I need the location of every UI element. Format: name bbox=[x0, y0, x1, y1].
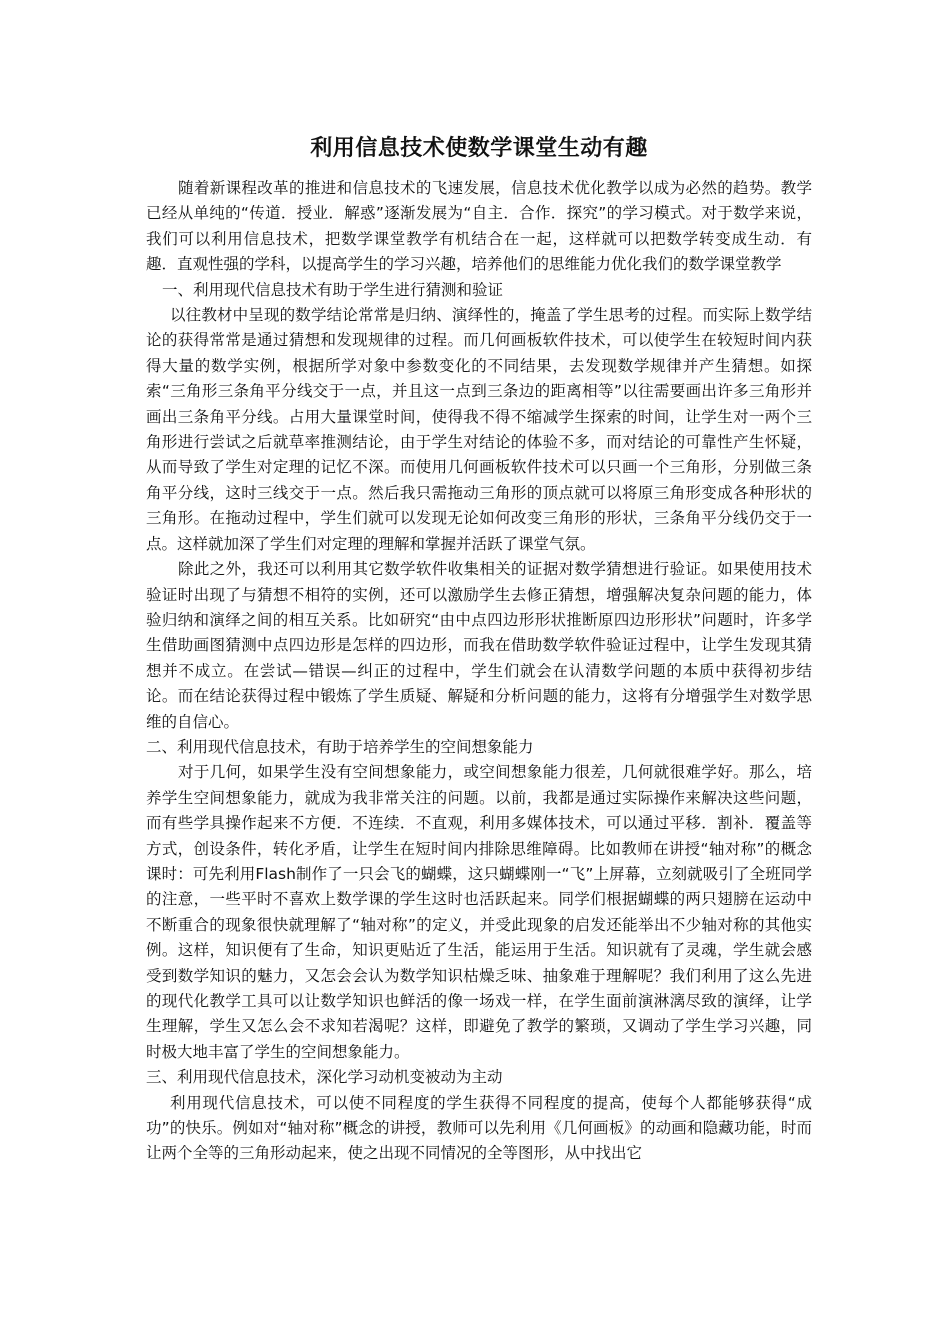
paragraph-section2: 对于几何，如果学生没有空间想象能力，或空间想象能力很差，几何就很难学好。那么，培养学生空间想象能力，就成为我非常关注的问题。以前，我都是通过实际操作来解决这些问题，而有些学具操作起来不方便．不连续．不直观，利用多媒体技术，可以通过平移．割补．覆盖等方式，创设条件，转化矛盾，让学生在短时间内排除思维障碍。比如教师在讲授“轴对称”的概念课时：可先利用Flash制作了一只会飞的蝴蝶，这只蝴蝶刚一“飞”上屏幕，立刻就吸引了全班同学的注意，一些平时不喜欢上数学课的学生这时也活跃起来。同学们根据蝴蝶的两只翅膀在运动中不断重合的现象很快就理解了“轴对称”的定义，并受此现象的启发还能举出不少轴对称的其他实例。这样，知识便有了生命，知识更贴近了生活，能运用于生活。知识就有了灵魂，学生就会感受到数学知识的魅力，又怎会会认为数学知识枯燥乏味、抽象难于理解呢？我们利用了这么先进的现代化教学工具可以让数学知识也鲜活的像一场戏一样，在学生面前演淋漓尽致的演绎，让学生理解，学生又怎么会不求知若渴呢？这样，即避免了教学的繁琐，又调动了学生学习兴趣，同时极大地丰富了学生的空间想象能力。 bbox=[146, 763, 812, 1061]
section-heading-2: 二、利用现代信息技术，有助于培养学生的空间想象能力 bbox=[146, 737, 534, 756]
paragraph-section1-a: 以往教材中呈现的数学结论常常是归纳、演绎性的，掩盖了学生思考的过程。而实际上数学结论的获得常常是通过猜想和发现规律的过程。而几何画板软件技术，可以使学生在较短时间内获得大量的数学实例，根据所学对象中参数变化的不同结果，去发现数学规律并产生猜想。如探索“三角形三条角平分线交于一点，并且这一点到三条边的距离相等”以往需要画出许多三角形并画出三条角平分线。占用大量课堂时间，使得我不得不缩减学生探索的时间，让学生对一两个三角形进行尝试之后就草率推测结论，由于学生对结论的体验不多，而对结论的可靠性产生怀疑，从而导致了学生对定理的记忆不深。而使用几何画板软件技术可以只画一个三角形，分别做三条角平分线，这时三线交于一点。然后我只需拖动三角形的顶点就可以将原三角形变成各种形状的三角形。在拖动过程中，学生们就可以发现无论如何改变三角形的形状，三条角平分线仍交于一点。这样就加深了学生们对定理的理解和掌握并活跃了课堂气氛。 bbox=[146, 306, 812, 553]
document-title: 利用信息技术使数学课堂生动有趣 bbox=[310, 136, 648, 161]
section-heading-3: 三、利用现代信息技术，深化学习动机变被动为主动 bbox=[146, 1068, 503, 1087]
section-heading-1: 一、利用现代信息技术有助于学生进行猜测和验证 bbox=[162, 280, 504, 299]
paragraph-section3: 利用现代信息技术，可以使不同程度的学生获得不同程度的提高，使每个人都能够获得“成功”的快乐。例如对“轴对称”概念的讲授，教师可以先利用《几何画板》的动画和隐藏功能，时而让两个全等的三角形动起来，使之出现不同情况的全等图形，从中找出它 bbox=[146, 1093, 812, 1163]
paragraph-section1-b: 除此之外，我还可以利用其它数学软件收集相关的证据对数学猜想进行验证。如果使用技术验证时出现了与猜想不相符的实例，还可以激励学生去修正猜想，增强解决复杂问题的能力，体验归纳和演绎之间的相互关系。比如研究“由中点四边形形状推断原四边形形状”问题时，许多学生借助画图猜测中点四边形是怎样的四边形，而我在借助数学软件验证过程中，让学生发现其猜想并不成立。在尝试—错误—纠正的过程中，学生们就会在认清数学问题的本质中获得初步结论。而在结论获得过程中锻炼了学生质疑、解疑和分析问题的能力，这将有分增强学生对数学思维的自信心。 bbox=[146, 560, 812, 731]
paragraph-intro: 随着新课程改革的推进和信息技术的飞速发展，信息技术优化教学以成为必然的趋势。教学已经从单纯的“传道．授业．解惑”逐渐发展为“自主．合作．探究”的学习模式。对于数学来说，我们可以利用信息技术，把数学课堂教学有机结合在一起，这样就可以把数学转变成生动．有趣．直观性强的学科，以提高学生的学习兴趣，培养他们的思维能力优化我们的数学课堂教学 bbox=[146, 179, 812, 274]
